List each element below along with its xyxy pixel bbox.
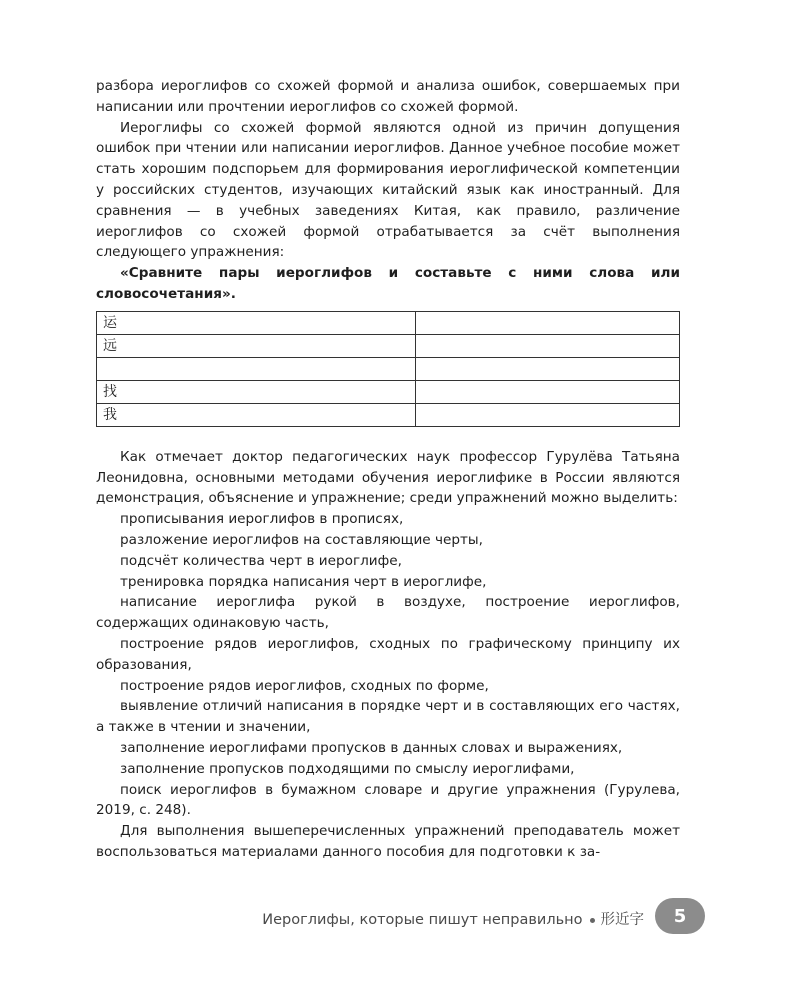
exercise-item: поиск иероглифов в бумажном словаре и другие упражнения (Гурулева, 2019, с. 248). — [96, 781, 680, 819]
character-cell: 运 — [97, 311, 416, 334]
exercise-item: написание иероглифа рукой в воздухе, построение иероглифов, содержащих одинаковую часть, — [96, 594, 680, 632]
character-cell: 找 — [97, 380, 416, 403]
paragraph-similar-characters: Иероглифы со схожей формой являются одной из причин допущения ошибок при чтении или написании иероглифов. Данное учебное пособие может стать хорошим подспорьем для формирования иероглифической компетенции у российских студентов, изучающих китайский язык как иностранный. Для сравнения — в учебных заведениях Китая, как правило, различение иероглифов со схожей формой отрабатывается за счёт выполнения следующего упражнения: — [96, 119, 680, 261]
running-title — [262, 908, 644, 929]
answer-cell — [416, 334, 680, 357]
running-title-text: Иероглифы, которые пишут неправильно — [262, 912, 583, 928]
table-row — [97, 334, 680, 357]
page-number-badge: 5 — [655, 898, 705, 934]
page-footer — [0, 894, 800, 944]
character-cell — [97, 357, 416, 380]
paragraph-continuation: разбора иероглифов со схожей формой и анализа ошибок, совершаемых при написании или прочтении иероглифов со схожей формой. — [96, 78, 680, 115]
character-cell: 我 — [97, 403, 416, 426]
exercise-list — [96, 509, 680, 821]
table-row — [97, 403, 680, 426]
character-pairs-table — [96, 311, 680, 427]
exercise-item: построение рядов иероглифов, сходных по графическому принципу их образования, — [96, 635, 680, 673]
answer-cell — [416, 403, 680, 426]
table-row — [97, 311, 680, 334]
exercise-item: построение рядов иероглифов, сходных по форме, — [120, 677, 489, 694]
exercise-item: прописывания иероглифов в прописях, — [120, 511, 404, 528]
exercise-item: подсчёт количества черт в иероглифе, — [120, 552, 402, 569]
exercise-item: выявление отличий написания в порядке черт и в составляющих его частях, а также в чтении и значении, — [96, 698, 680, 736]
exercise-item: заполнение иероглифами пропусков в данных словах и выражениях, — [120, 739, 623, 756]
exercise-item: разложение иероглифов на составляющие черты, — [120, 531, 483, 548]
exercise-item: тренировка порядка написания черт в иероглифе, — [120, 573, 487, 590]
character-cell: 远 — [97, 334, 416, 357]
table-row — [97, 357, 680, 380]
exercise-task: «Сравните пары иероглифов и составьте с ними слова или словосочетания». — [96, 265, 680, 302]
answer-cell — [416, 357, 680, 380]
paragraph-closing: Для выполнения вышеперечисленных упражнений преподаватель может воспользоваться материалами данного пособия для подготовки к за- — [96, 823, 680, 860]
bullet-separator — [590, 918, 595, 923]
answer-cell — [416, 311, 680, 334]
table-row — [97, 380, 680, 403]
paragraph-methods-intro: Как отмечает доктор педагогических наук профессор Гурулёва Татьяна Леонидовна, основными методами обучения иероглифике в России являются демонстрация, объяснение и упражнение; среди упражнений можно выделить: — [96, 448, 680, 507]
running-title-chinese: 形近字 — [600, 912, 644, 928]
answer-cell — [416, 380, 680, 403]
page-body — [96, 76, 680, 863]
exercise-item: заполнение пропусков подходящими по смыслу иероглифами, — [120, 760, 575, 777]
